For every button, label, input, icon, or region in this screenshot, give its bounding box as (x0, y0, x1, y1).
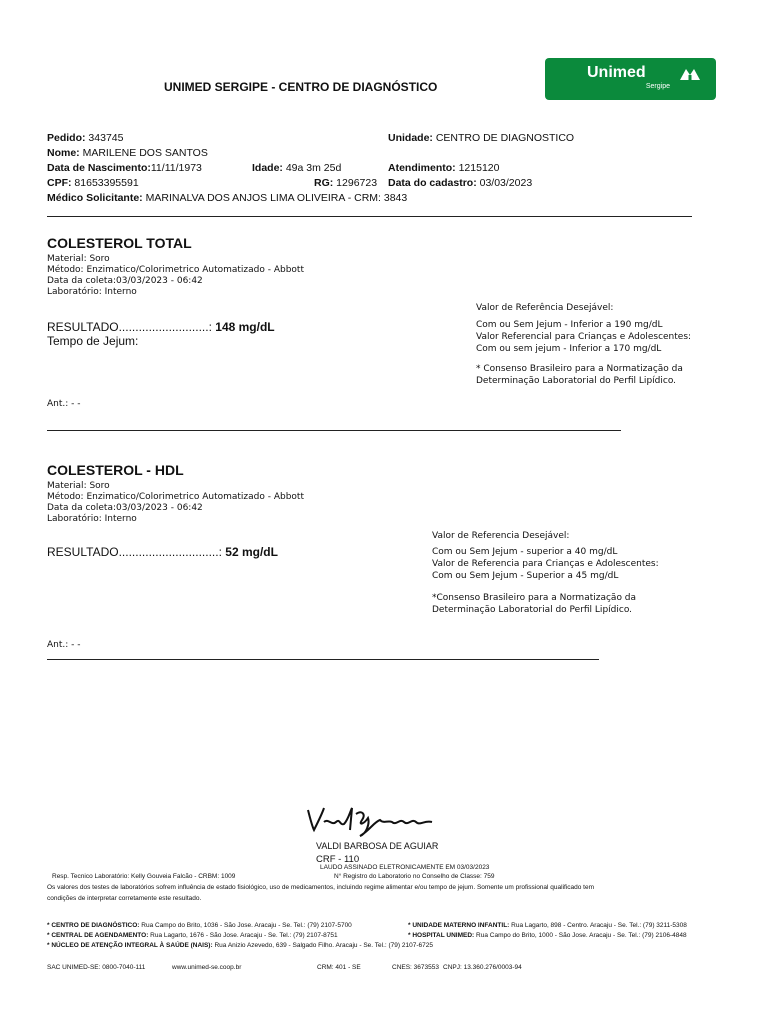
exam2-title: COLESTEROL - HDL (47, 462, 184, 478)
disclaimer: Os valores dos testes de laboratórios sofrem influência de estado fisiológico, uso de medicamentos, incluindo regime alimentar e/ou tempo de jejum. Somente um profissional qualificado tem condições de interpretar corretamente este resultado. (47, 884, 595, 902)
exam1-coleta: Data da coleta:03/03/2023 - 06:42 (47, 276, 203, 286)
unit-agendamento: * CENTRAL DE AGENDAMENTO: Rua Lagarto, 1676 - São Jose. Aracaju - Se. Tel.: (79) 2107-8751 (47, 932, 338, 939)
exam2-consenso: *Consenso Brasileiro para a Normatização da Determinação Laboratorial do Perfil Lipídico. (432, 593, 637, 615)
resp-tecnico: Resp. Tecnico Laboratório: Kelly Gouveia Falcão - CRBM: 1009 (52, 873, 236, 880)
medico-solicitante: Médico Solicitante: MARINALVA DOS ANJOS LIMA OLIVEIRA - CRM: 3843 (47, 192, 408, 204)
exam1-ant: Ant.: - - (47, 399, 81, 409)
exam1-lab: Laboratório: Interno (47, 287, 137, 297)
exam1-metodo: Método: Enzimatico/Colorimetrico Automatizado - Abbott (47, 265, 304, 275)
exam1-consenso: * Consenso Brasileiro para a Normatização da Determinação Laboratorial do Perfil Lipídico. (476, 364, 683, 386)
exam2-ref: Com ou Sem Jejum - superior a 40 mg/dL Valor de Referencia para Crianças e Adolescentes: Com ou Sem Jejum - Superior a 45 mg/dL (432, 547, 659, 581)
unit-materno: * UNIDADE MATERNO INFANTIL: Rua Lagarto, 898 - Centro. Aracaju - Se. Tel.: (79) 3211-5308 (408, 922, 687, 929)
registro-laboratorio: N° Registro do Laboratorio no Conselho de Classe: 759 (334, 873, 495, 880)
footer-cnpj: CNPJ: 13.360.276/0003-94 (443, 964, 522, 971)
divider (47, 430, 621, 431)
idade: Idade: 49a 3m 25d (252, 162, 342, 174)
unimed-logo (545, 58, 716, 100)
exam1-title: COLESTEROL TOTAL (47, 235, 192, 251)
exam2-lab: Laboratório: Interno (47, 514, 137, 524)
exam1-ref-title: Valor de Referência Desejável: (476, 303, 614, 313)
signature-image (300, 800, 442, 840)
exam2-ant: Ant.: - - (47, 640, 81, 650)
divider (47, 216, 692, 217)
footer-crm: CRM: 401 - SE (317, 964, 361, 971)
unit-hospital: * HOSPITAL UNIMED: Rua Campo do Brito, 1000 - São Jose. Aracaju - Se. Tel.: (79) 2106-4848 (408, 932, 687, 939)
exam2-material: Material: Soro (47, 481, 110, 491)
footer-site[interactable]: www.unimed-se.coop.br (172, 964, 242, 971)
logo-name: Unimed (587, 64, 646, 81)
exam2-coleta: Data da coleta:03/03/2023 - 06:42 (47, 503, 203, 513)
divider (47, 659, 599, 660)
nascimento: Data de Nascimento:11/11/1973 (47, 162, 202, 174)
exam2-ref-title: Valor de Referencia Desejável: (432, 531, 570, 541)
footer-cnes: CNES: 3673553 (392, 964, 439, 971)
unidade: Unidade: CENTRO DE DIAGNOSTICO (388, 132, 575, 144)
logo-sub: Sergipe (645, 83, 670, 90)
exam1-resultado: RESULTADO...........................: 148 mg/dL (47, 320, 275, 334)
cpf: CPF: 81653395591 (47, 177, 139, 189)
unit-centro: * CENTRO DE DIAGNÓSTICO: Rua Campo do Brito, 1036 - São Jose. Aracaju - Se. Tel.: (79) 2107-5700 (47, 922, 352, 929)
exam2-resultado: RESULTADO..............................: 52 mg/dL (47, 545, 278, 559)
exam1-jejum: Tempo de Jejum: (47, 334, 139, 348)
exam1-ref: Com ou Sem Jejum - Inferior a 190 mg/dL Valor Referencial para Crianças e Adolescentes: Com ou sem jejum - Inferior a 170 mg/dL (476, 320, 692, 354)
unit-nais: * NÚCLEO DE ATENÇÃO INTEGRAL À SAÚDE (NAIS): Rua Anizio Azevedo, 639 - Salgado Filho. Aracaju - Se. Tel.: (79) 2107-6725 (47, 942, 433, 949)
atendimento: Atendimento: 1215120 (388, 162, 500, 174)
nome: Nome: MARILENE DOS SANTOS (47, 147, 208, 159)
laudo-assinado: LAUDO ASSINADO ELETRONICAMENTE EM 03/03/2023 (320, 864, 490, 871)
rg: RG: 1296723 (314, 177, 378, 189)
pedido: Pedido: 343745 (47, 132, 124, 144)
exam2-metodo: Método: Enzimatico/Colorimetrico Automatizado - Abbott (47, 492, 304, 502)
data-cadastro: Data do cadastro: 03/03/2023 (388, 177, 533, 189)
page-title: UNIMED SERGIPE - CENTRO DE DIAGNÓSTICO (164, 80, 438, 94)
footer-sac: SAC UNIMED-SE: 0800-7040-111 (47, 964, 146, 971)
exam1-material: Material: Soro (47, 254, 110, 264)
tree-logo-icon (678, 66, 702, 82)
signer-crf: CRF - 110 (316, 854, 360, 865)
signer-name: VALDI BARBOSA DE AGUIAR (316, 841, 439, 851)
